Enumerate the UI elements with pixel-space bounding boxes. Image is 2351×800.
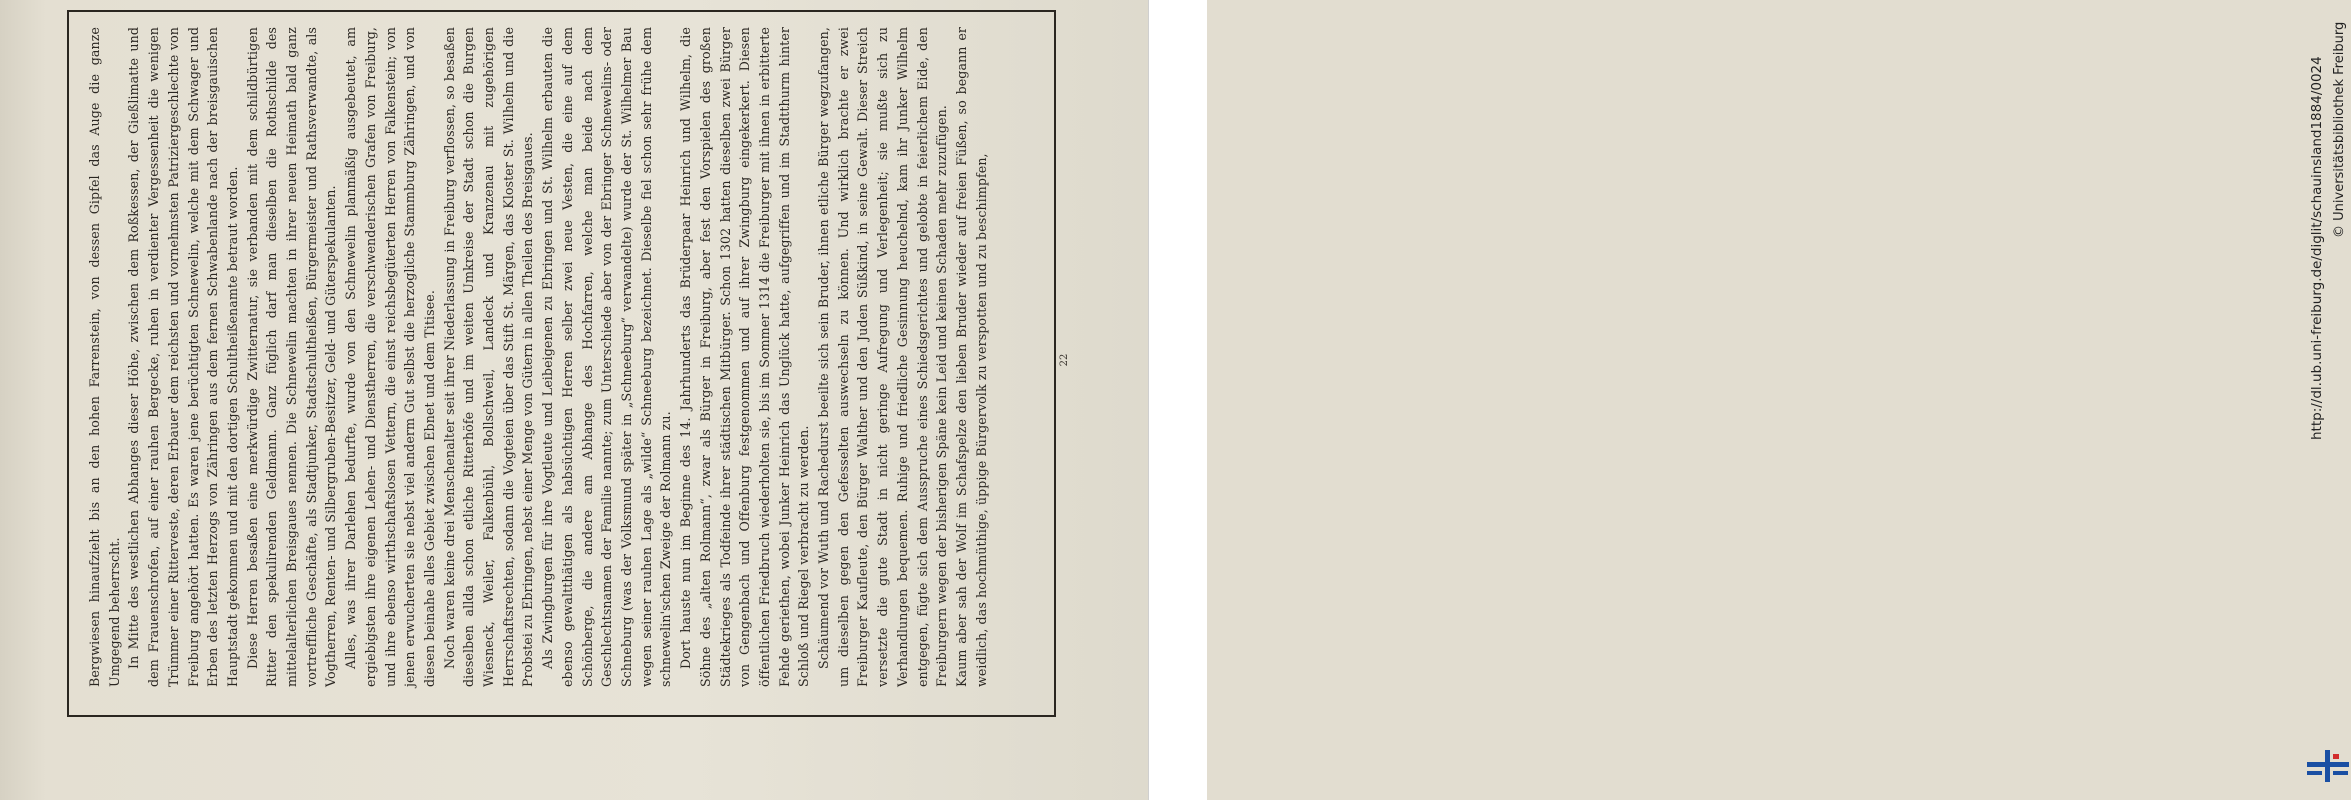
- paragraph: Alles, was ihrer Darlehen bedurfte, wurde von den Schnewelin planmäßig ausgebeutet, am ergiebigsten ihre eigenen Lehen- und Dienstherren, die verschwenderischen Grafen von Freiburg, und ihre ebenso wirthschaftslosen Vettern, die einst reichsbegüterten Herren von Falkenstein; von jenen erwucherten sie nebst viel anderm Gut selbst die herzogliche Stammburg Zähringen, und von diesen beinahe alles Gebiet zwischen Ebnet und dem Titisee.: [343, 27, 437, 687]
- page-text-block: [85, 27, 1040, 687]
- paragraph: Als Zwingburgen für ihre Vogtleute und Leibeigenen zu Ebringen und St. Wilhelm erbauten die ebenso gewaltthätigen als habsüchtigen Herren selber zwei neue Vesten, die eine auf dem Schönberge, die andere am Abhange des Hochfarren, welche man beide nach dem Geschlechtsnamen der Familie nannte; zum Unterschiede aber von der Ebringer Schnewelins- oder Schneburg (was der Volksmund später in „Schneeburg“ verwandelte) wurde der St. Wilhelmer Bau wegen seiner rauhen Lage als „wilde“ Schneeburg bezeichnet. Dieselbe fiel schon sehr frühe dem schnewelin'schen Zweige der Rolmann zu.: [540, 27, 674, 687]
- logo-bar: [2333, 771, 2348, 775]
- paragraph: Noch waren keine drei Menschenalter seit ihrer Niederlassung in Freiburg verflossen, so besaßen dieselben allda schon etliche Ritterhöfe und im weiten Umkreise der Stadt schon die Burgen Wiesneck, Weiler, Falkenbühl, Bollschweil, Landeck und Kranzenau mit zugehörigen Herrschaftsrechten, sodann die Vogteien über das Stift St. Märgen, das Kloster St. Wilhelm und die Probstei zu Ebringen, nebst einer Menge von Gütern in allen Theilen des Breisgaues.: [441, 27, 536, 687]
- library-logo-icon: [2305, 748, 2351, 784]
- source-url-link[interactable]: http://dl.ub.uni-freiburg.de/diglit/schauinsland1884/0024: [2309, 56, 2325, 440]
- paragraph: Diese Herren besaßen eine merkwürdige Zwitternatur, sie verbanden mit dem schildbürtigen Ritter den spekulirenden Geldmann. Ganz füglich darf man dieselben die Rothschilde des mittelalterlichen Breisgaues nennen. Die Schnewelin machten in ihrer neuen Heimath bald ganz vortreffliche Geschäfte, als Stadtjunker, Stadtschultheißen, Bürgermeister und Rathsverwandte, als Vogtherren, Renten- und Silbergruben-Besitzer, Geld- und Güterspekulanten.: [244, 27, 339, 687]
- scanned-page: [0, 0, 1148, 800]
- page-number: 22: [1059, 353, 1070, 367]
- logo-bar: [2307, 771, 2322, 775]
- paragraph: Schäumend vor Wuth und Rachedurst beeilte sich sein Bruder, ihnen etliche Bürger wegzufangen, um dieselben gegen den Gefesselten auswechseln zu können. Und wirklich brachte er zwei Freiburger Kaufleute, den Bürger Walther und den Juden Süßkind, in seine Gewalt. Dieser Streich versetzte die gute Stadt in nicht geringe Aufregung und Verlegenheit; sie mußte sich zu Verhandlungen bequemen. Ruhige und friedliche Gesinnung heuchelnd, kam ihr Junker Wilhelm entgegen, fügte sich dem Ausspruche eines Schiedsgerichtes und gelobte in feierlichem Eide, den Freiburgern wegen der bisherigen Späne kein Leid und keinen Schaden mehr zuzufügen.: [816, 27, 950, 687]
- provenance-sidebar: [1148, 0, 2347, 800]
- copyright-notice: © Universitätsbibliothek Freiburg: [2332, 21, 2347, 238]
- paragraph: Dort hauste nun im Beginne des 14. Jahrhunderts das Brüderpaar Heinrich und Wilhelm, die Söhne des „alten Rolmann“, zwar als Bürger in Freiburg, aber fest den Vorspielen des großen Städtekrieges als Todfeinde ihrer städtischen Mitbürger. Schon 1302 hatten dieselben zwei Bürger von Gengenbach und Offenburg festgenommen und auf ihrer Zwingburg eingekerkert. Diesen öffentlichen Friedbruch wiederholten sie, bis im Sommer 1314 die Freiburger mit ihnen in erbitterte Fehde geriethen, wobei Junker Heinrich das Unglück hatte, aufgegriffen und im Stadtthurm hinter Schloß und Riegel verbracht zu werden.: [678, 27, 812, 687]
- logo-bar: [2325, 750, 2330, 782]
- paragraph: Bergwiesen hinaufzieht bis an den hohen Farrenstein, von dessen Gipfel das Auge die ganze Umgegend beherrscht.: [87, 27, 122, 687]
- logo-accent: [2333, 754, 2339, 759]
- paragraph: Kaum aber sah der Wolf im Schafspelze den lieben Bruder wieder auf freien Füßen, so begann er weidlich, das hochmüthige, üppige Bürgervolk zu verspotten und zu beschimpfen,: [953, 27, 989, 687]
- paragraph: In Mitte des westlichen Abhanges dieser Höhe, zwischen dem Roßkessen, der Gießlimatte und dem Frauenschrofen, auf einer rauhen Bergecke, ruhen in verdienter Vergessenheit die wenigen Trümmer einer Rittervestе, deren Erbauer dem reichsten und vornehmsten Patriziergeschlechte von Freiburg angehört hatten. Es waren jene berüchtigten Schnewelin, welche mit dem Schwager und Erben des letzten Herzogs von Zähringen aus dem fernen Schwabenlande nach der breisgauischen Hauptstadt gekommen und mit den dortigen Schultheißenamte betraut worden.: [126, 27, 240, 687]
